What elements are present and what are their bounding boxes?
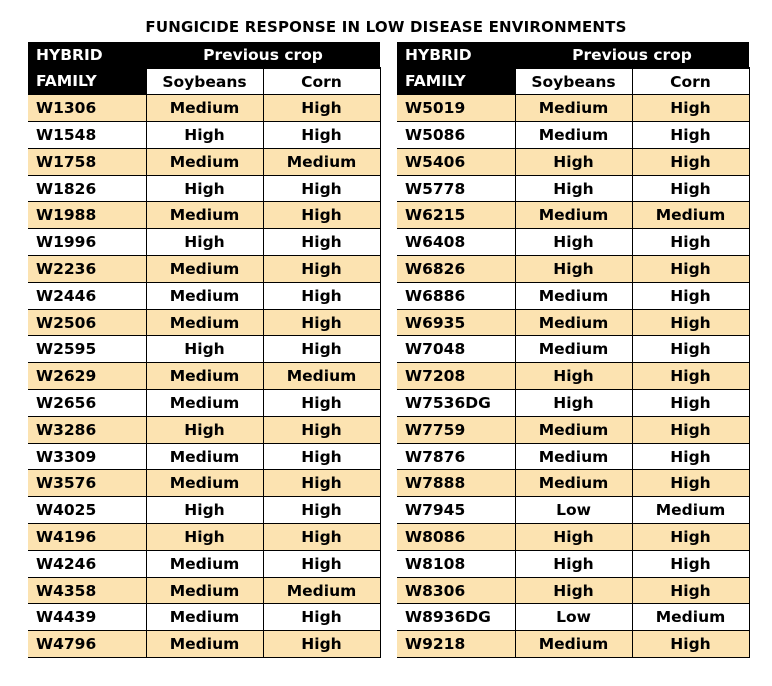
soybeans-response-cell: Medium bbox=[146, 390, 263, 417]
corn-response-cell: Medium bbox=[632, 497, 749, 524]
hybrid-family-cell: W4796 bbox=[28, 631, 146, 658]
hybrid-family-cell: W2446 bbox=[28, 282, 146, 309]
hybrid-family-cell: W1996 bbox=[28, 229, 146, 256]
soybeans-response-cell: High bbox=[146, 336, 263, 363]
soybeans-response-cell: High bbox=[146, 175, 263, 202]
soybeans-response-cell: Medium bbox=[515, 416, 632, 443]
corn-response-cell: High bbox=[263, 202, 380, 229]
table-row bbox=[28, 577, 380, 604]
hybrid-family-cell: W2595 bbox=[28, 336, 146, 363]
corn-response-cell: High bbox=[263, 229, 380, 256]
family-header: FAMILY bbox=[397, 68, 515, 95]
soybeans-response-cell: Medium bbox=[146, 309, 263, 336]
table-row bbox=[28, 604, 380, 631]
table-row bbox=[397, 443, 749, 470]
hybrid-family-cell: W8086 bbox=[397, 524, 515, 551]
soybeans-response-cell: Medium bbox=[146, 631, 263, 658]
corn-response-cell: High bbox=[263, 604, 380, 631]
hybrid-family-cell: W7208 bbox=[397, 363, 515, 390]
soybeans-response-cell: High bbox=[146, 497, 263, 524]
table-row bbox=[397, 175, 749, 202]
table-row bbox=[397, 470, 749, 497]
hybrid-family-cell: W7945 bbox=[397, 497, 515, 524]
hybrid-table-right bbox=[397, 42, 750, 658]
table-row bbox=[397, 363, 749, 390]
corn-response-cell: Medium bbox=[263, 148, 380, 175]
hybrid-family-cell: W2629 bbox=[28, 363, 146, 390]
corn-response-cell: High bbox=[632, 309, 749, 336]
table-row bbox=[28, 282, 380, 309]
soybeans-response-cell: Medium bbox=[515, 631, 632, 658]
hybrid-family-cell: W5086 bbox=[397, 122, 515, 149]
soybeans-response-cell: Medium bbox=[515, 282, 632, 309]
soybeans-response-cell: Medium bbox=[146, 256, 263, 283]
table-row bbox=[28, 524, 380, 551]
soybeans-response-cell: Medium bbox=[146, 443, 263, 470]
soybeans-response-cell: Low bbox=[515, 604, 632, 631]
hybrid-family-cell: W2236 bbox=[28, 256, 146, 283]
table-row bbox=[397, 229, 749, 256]
soybeans-response-cell: High bbox=[515, 256, 632, 283]
table-row bbox=[28, 443, 380, 470]
table-row bbox=[28, 256, 380, 283]
corn-response-cell: High bbox=[632, 416, 749, 443]
soybeans-response-cell: High bbox=[515, 524, 632, 551]
corn-response-cell: High bbox=[632, 443, 749, 470]
hybrid-family-cell: W6826 bbox=[397, 256, 515, 283]
soybeans-response-cell: High bbox=[515, 229, 632, 256]
soybeans-response-cell: Medium bbox=[146, 470, 263, 497]
table-row bbox=[28, 363, 380, 390]
hybrid-family-cell: W6408 bbox=[397, 229, 515, 256]
hybrid-family-cell: W1306 bbox=[28, 95, 146, 122]
soybeans-header: Soybeans bbox=[146, 68, 263, 95]
table-row bbox=[397, 577, 749, 604]
corn-response-cell: High bbox=[632, 390, 749, 417]
table-row bbox=[28, 336, 380, 363]
table-row bbox=[397, 416, 749, 443]
corn-header: Corn bbox=[632, 68, 749, 95]
hybrid-family-cell: W7759 bbox=[397, 416, 515, 443]
hybrid-family-cell: W1826 bbox=[28, 175, 146, 202]
hybrid-family-cell: W9218 bbox=[397, 631, 515, 658]
corn-response-cell: High bbox=[263, 122, 380, 149]
table-row bbox=[397, 309, 749, 336]
corn-response-cell: High bbox=[632, 550, 749, 577]
hybrid-family-cell: W1758 bbox=[28, 148, 146, 175]
soybeans-response-cell: Medium bbox=[515, 309, 632, 336]
corn-response-cell: High bbox=[632, 229, 749, 256]
corn-response-cell: High bbox=[263, 256, 380, 283]
previous-crop-header: Previous crop bbox=[146, 42, 380, 68]
soybeans-response-cell: Medium bbox=[515, 122, 632, 149]
corn-response-cell: Medium bbox=[632, 202, 749, 229]
soybeans-response-cell: High bbox=[146, 524, 263, 551]
corn-response-cell: High bbox=[632, 336, 749, 363]
hybrid-table-left bbox=[28, 42, 381, 658]
hybrid-family-cell: W2656 bbox=[28, 390, 146, 417]
table-row bbox=[397, 202, 749, 229]
corn-response-cell: High bbox=[632, 95, 749, 122]
table-row bbox=[397, 122, 749, 149]
hybrid-family-cell: W1548 bbox=[28, 122, 146, 149]
table-row bbox=[28, 95, 380, 122]
table-row bbox=[397, 631, 749, 658]
corn-response-cell: High bbox=[263, 470, 380, 497]
hybrid-family-cell: W8108 bbox=[397, 550, 515, 577]
table-row bbox=[28, 122, 380, 149]
corn-response-cell: High bbox=[632, 282, 749, 309]
hybrid-family-cell: W7876 bbox=[397, 443, 515, 470]
soybeans-response-cell: Medium bbox=[146, 95, 263, 122]
soybeans-response-cell: High bbox=[515, 148, 632, 175]
hybrid-family-cell: W5406 bbox=[397, 148, 515, 175]
hybrid-family-cell: W4025 bbox=[28, 497, 146, 524]
corn-response-cell: High bbox=[632, 631, 749, 658]
hybrid-family-cell: W3576 bbox=[28, 470, 146, 497]
page-title: FUNGICIDE RESPONSE IN LOW DISEASE ENVIRONMENTS bbox=[145, 18, 627, 36]
corn-response-cell: High bbox=[263, 282, 380, 309]
table-row bbox=[28, 229, 380, 256]
soybeans-response-cell: Medium bbox=[146, 282, 263, 309]
hybrid-family-cell: W2506 bbox=[28, 309, 146, 336]
table-row bbox=[28, 202, 380, 229]
soybeans-response-cell: High bbox=[146, 122, 263, 149]
corn-response-cell: High bbox=[263, 550, 380, 577]
hybrid-family-cell: W4246 bbox=[28, 550, 146, 577]
corn-response-cell: High bbox=[632, 524, 749, 551]
corn-response-cell: High bbox=[263, 524, 380, 551]
table-row bbox=[397, 256, 749, 283]
corn-response-cell: High bbox=[263, 631, 380, 658]
corn-response-cell: High bbox=[263, 497, 380, 524]
soybeans-response-cell: Medium bbox=[146, 363, 263, 390]
corn-header: Corn bbox=[263, 68, 380, 95]
soybeans-response-cell: High bbox=[515, 390, 632, 417]
table-row bbox=[397, 604, 749, 631]
soybeans-response-cell: Medium bbox=[146, 604, 263, 631]
hybrid-family-cell: W6215 bbox=[397, 202, 515, 229]
hybrid-header: HYBRID bbox=[397, 42, 515, 68]
table-row bbox=[397, 524, 749, 551]
soybeans-response-cell: High bbox=[146, 229, 263, 256]
table-row bbox=[28, 631, 380, 658]
table-row bbox=[28, 497, 380, 524]
soybeans-response-cell: High bbox=[515, 363, 632, 390]
hybrid-family-cell: W6886 bbox=[397, 282, 515, 309]
table-row bbox=[28, 390, 380, 417]
soybeans-response-cell: High bbox=[515, 577, 632, 604]
corn-response-cell: High bbox=[632, 363, 749, 390]
hybrid-family-cell: W7536DG bbox=[397, 390, 515, 417]
corn-response-cell: High bbox=[263, 309, 380, 336]
corn-response-cell: High bbox=[263, 336, 380, 363]
corn-response-cell: Medium bbox=[263, 577, 380, 604]
family-header: FAMILY bbox=[28, 68, 146, 95]
soybeans-response-cell: High bbox=[515, 550, 632, 577]
hybrid-family-cell: W5778 bbox=[397, 175, 515, 202]
corn-response-cell: High bbox=[263, 443, 380, 470]
table-row bbox=[28, 175, 380, 202]
table-row bbox=[28, 416, 380, 443]
hybrid-family-cell: W5019 bbox=[397, 95, 515, 122]
table-row bbox=[28, 550, 380, 577]
hybrid-family-cell: W4358 bbox=[28, 577, 146, 604]
soybeans-response-cell: Medium bbox=[515, 470, 632, 497]
table-row bbox=[397, 497, 749, 524]
corn-response-cell: High bbox=[632, 470, 749, 497]
corn-response-cell: Medium bbox=[263, 363, 380, 390]
corn-response-cell: High bbox=[632, 122, 749, 149]
soybeans-response-cell: Medium bbox=[515, 336, 632, 363]
corn-response-cell: High bbox=[263, 416, 380, 443]
corn-response-cell: High bbox=[263, 390, 380, 417]
soybeans-response-cell: Medium bbox=[146, 550, 263, 577]
soybeans-response-cell: Medium bbox=[146, 148, 263, 175]
corn-response-cell: High bbox=[632, 175, 749, 202]
corn-response-cell: High bbox=[632, 256, 749, 283]
table-row bbox=[28, 470, 380, 497]
table-row bbox=[397, 148, 749, 175]
soybeans-response-cell: Medium bbox=[146, 577, 263, 604]
hybrid-family-cell: W7888 bbox=[397, 470, 515, 497]
hybrid-family-cell: W6935 bbox=[397, 309, 515, 336]
corn-response-cell: High bbox=[263, 95, 380, 122]
hybrid-header: HYBRID bbox=[28, 42, 146, 68]
hybrid-family-cell: W1988 bbox=[28, 202, 146, 229]
table-row bbox=[397, 390, 749, 417]
soybeans-response-cell: Medium bbox=[515, 443, 632, 470]
table-row bbox=[28, 309, 380, 336]
corn-response-cell: Medium bbox=[632, 604, 749, 631]
table-row bbox=[397, 95, 749, 122]
hybrid-family-cell: W4196 bbox=[28, 524, 146, 551]
table-row bbox=[28, 148, 380, 175]
soybeans-response-cell: Medium bbox=[146, 202, 263, 229]
hybrid-family-cell: W3309 bbox=[28, 443, 146, 470]
soybeans-response-cell: High bbox=[146, 416, 263, 443]
corn-response-cell: High bbox=[632, 148, 749, 175]
soybeans-response-cell: Medium bbox=[515, 202, 632, 229]
table-row bbox=[397, 336, 749, 363]
hybrid-family-cell: W8306 bbox=[397, 577, 515, 604]
soybeans-header: Soybeans bbox=[515, 68, 632, 95]
corn-response-cell: High bbox=[263, 175, 380, 202]
table-row bbox=[397, 282, 749, 309]
hybrid-family-cell: W7048 bbox=[397, 336, 515, 363]
soybeans-response-cell: Low bbox=[515, 497, 632, 524]
soybeans-response-cell: High bbox=[515, 175, 632, 202]
hybrid-family-cell: W4439 bbox=[28, 604, 146, 631]
hybrid-family-cell: W3286 bbox=[28, 416, 146, 443]
table-row bbox=[397, 550, 749, 577]
soybeans-response-cell: Medium bbox=[515, 95, 632, 122]
hybrid-family-cell: W8936DG bbox=[397, 604, 515, 631]
corn-response-cell: High bbox=[632, 577, 749, 604]
previous-crop-header: Previous crop bbox=[515, 42, 749, 68]
